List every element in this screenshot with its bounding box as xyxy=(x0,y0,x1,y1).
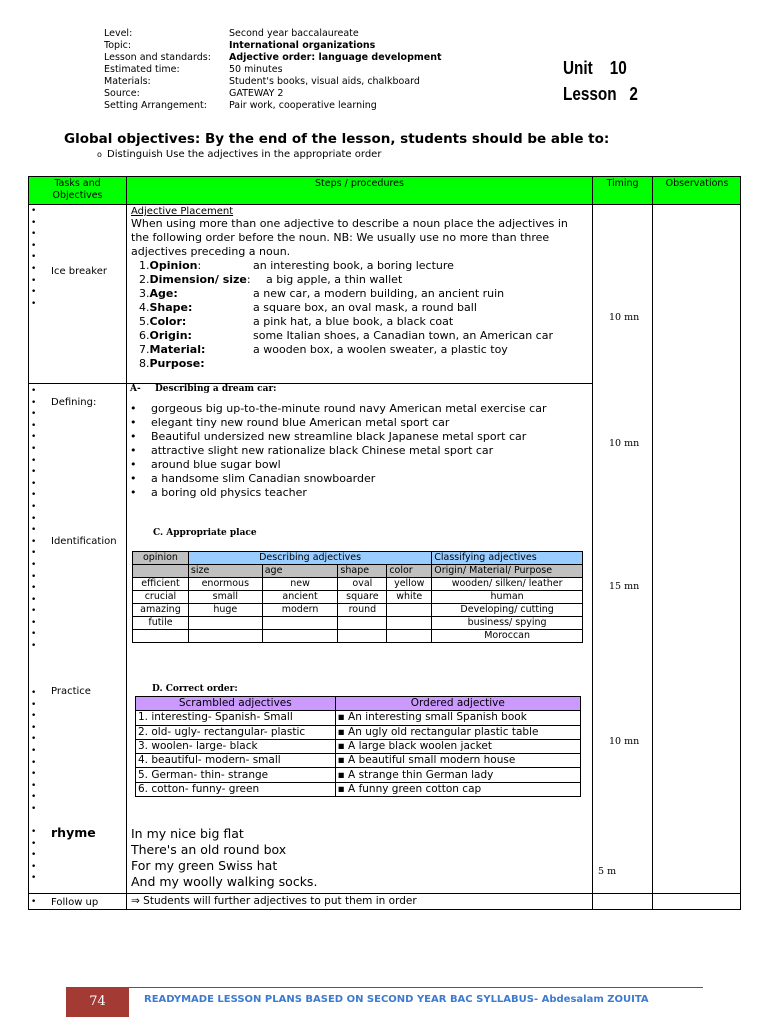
table-cell: Moroccan xyxy=(432,630,583,643)
time-value: 50 minutes xyxy=(229,64,283,75)
topic-value: International organizations xyxy=(229,40,376,51)
table-cell: business/ spying xyxy=(432,617,583,630)
order-item: 1.Opinion: xyxy=(139,259,202,272)
table-cell: enormous xyxy=(188,578,262,591)
order-item: 4.Shape: xyxy=(139,301,193,314)
table-cell: ▪ A beautiful small modern house xyxy=(335,754,580,768)
correct-order-heading: D. Correct order: xyxy=(152,684,238,694)
table-row xyxy=(136,768,581,782)
table-cell: 1. interesting- Spanish- Small xyxy=(136,711,336,725)
bullet-glyph: ▪ xyxy=(337,782,349,795)
correct-order-table xyxy=(135,696,581,797)
order-example: a square box, an oval mask, a round ball xyxy=(253,301,477,314)
timing-rhyme: 5 m xyxy=(598,866,617,877)
timing-defining: 10 mn xyxy=(609,438,640,449)
objectives-title: Global objectives: By the end of the lesson, students should be able to: xyxy=(64,131,610,147)
table-cell: small xyxy=(188,591,262,604)
label-follow-up: Follow up xyxy=(51,897,99,908)
table-cell: square xyxy=(338,591,387,604)
timing-identification: 15 mn xyxy=(609,581,640,592)
timing-practice: 10 mn xyxy=(609,736,640,747)
bullet-glyph: ▪ xyxy=(337,740,349,753)
table-cell xyxy=(188,630,262,643)
order-item: 2.Dimension/ size: xyxy=(139,273,251,286)
table-cell: ▪ A strange thin German lady xyxy=(335,768,580,782)
table-cell: oval xyxy=(338,578,387,591)
placement-line-3: adjectives preceding a noun. xyxy=(131,245,291,258)
table-header: Scrambled adjectives xyxy=(136,697,336,711)
label-identification: Identification xyxy=(51,536,117,547)
label-ice-breaker: Ice breaker xyxy=(51,266,107,277)
table-header: Describing adjectives xyxy=(188,552,431,565)
appropriate-place-heading: C. Appropriate place xyxy=(153,528,257,538)
header-observations: Observations xyxy=(665,178,729,189)
time-label: Estimated time: xyxy=(104,64,180,75)
label-rhyme: rhyme xyxy=(51,825,96,840)
order-example: some Italian shoes, a Canadian town, an American car xyxy=(253,329,553,342)
table-cell xyxy=(338,617,387,630)
order-item: 6.Origin: xyxy=(139,329,192,342)
table-cell: 6. cotton- funny- green xyxy=(136,782,336,796)
arrow-icon: ⇒ xyxy=(131,895,140,907)
table-row xyxy=(133,578,583,591)
dream-car-list xyxy=(130,402,547,500)
table-row xyxy=(136,754,581,768)
table-cell xyxy=(188,617,262,630)
placement-line-1: When using more than one adjective to describe a noun place the adjectives in xyxy=(131,217,568,230)
table-cell: ancient xyxy=(262,591,338,604)
label-practice: Practice xyxy=(51,686,91,697)
table-header: opinion xyxy=(133,552,189,565)
order-example: a big apple, a thin wallet xyxy=(266,273,403,286)
table-cell: wooden/ silken/ leather xyxy=(432,578,583,591)
table-cell: white xyxy=(387,591,432,604)
list-item: • around blue sugar bowl xyxy=(130,458,547,472)
table-header: Ordered adjective xyxy=(335,697,580,711)
table-cell xyxy=(387,617,432,630)
table-cell xyxy=(338,630,387,643)
table-row xyxy=(136,725,581,739)
source-label: Source: xyxy=(104,88,140,99)
list-item: • Beautiful undersized new streamline black Japanese metal sport car xyxy=(130,430,547,444)
lesson-heading: Lesson 2 xyxy=(563,84,638,104)
bullet-glyph: ▪ xyxy=(337,711,349,724)
page-number: 74 xyxy=(66,987,129,1017)
order-item: 7.Material: xyxy=(139,343,206,356)
table-cell: ▪ A funny green cotton cap xyxy=(335,782,580,796)
table-row xyxy=(133,604,583,617)
list-item: • a boring old physics teacher xyxy=(130,486,547,500)
table-cell: ▪ A large black woolen jacket xyxy=(335,739,580,753)
label-defining: Defining: xyxy=(51,397,97,408)
setting-value: Pair work, cooperative learning xyxy=(229,100,377,111)
topic-label: Topic: xyxy=(104,40,132,51)
table-header: shape xyxy=(338,565,387,578)
table-header: age xyxy=(262,565,338,578)
table-cell xyxy=(262,630,338,643)
table-cell: amazing xyxy=(133,604,189,617)
order-example: an interesting book, a boring lecture xyxy=(253,259,454,272)
table-header: Classifying adjectives xyxy=(432,552,583,565)
bullets-ice-breaker: • • • • • • • • • xyxy=(31,206,37,309)
table-row xyxy=(133,617,583,630)
order-example: a pink hat, a blue book, a black coat xyxy=(253,315,454,328)
placement-line-2: the following order before the noun. NB: We usually use no more than three xyxy=(131,231,550,244)
order-item: 5.Color: xyxy=(139,315,187,328)
table-row xyxy=(133,591,583,604)
header-timing: Timing xyxy=(606,178,639,189)
header-tasks: Tasks and Objectives xyxy=(52,178,103,201)
table-cell: 4. beautiful- modern- small xyxy=(136,754,336,768)
table-cell: efficient xyxy=(133,578,189,591)
table-cell: 3. woolen- large- black xyxy=(136,739,336,753)
follow-up-text: ⇒ Students will further adjectives to put them in order xyxy=(131,895,417,907)
table-cell: ▪ An ugly old rectangular plastic table xyxy=(335,725,580,739)
table-cell xyxy=(133,630,189,643)
footer-rule xyxy=(129,987,703,988)
rhyme-line: For my green Swiss hat xyxy=(131,858,278,873)
table-cell xyxy=(387,630,432,643)
footer-text: READYMADE LESSON PLANS BASED ON SECOND YEAR BAC SYLLABUS- Abdesalam ZOUITA xyxy=(144,994,649,1005)
table-row xyxy=(136,782,581,796)
list-item: • a handsome slim Canadian snowboarder xyxy=(130,472,547,486)
order-example: a wooden box, a woolen sweater, a plastic toy xyxy=(253,343,508,356)
table-cell: modern xyxy=(262,604,338,617)
header-steps: Steps / procedures xyxy=(315,178,404,189)
materials-value: Student's books, visual aids, chalkboard xyxy=(229,76,420,87)
table-cell: round xyxy=(338,604,387,617)
table-cell: 5. German- thin- strange xyxy=(136,768,336,782)
table-cell: Developing/ cutting xyxy=(432,604,583,617)
bullet-follow-up: • xyxy=(31,897,37,907)
list-item: • elegant tiny new round blue American metal sport car xyxy=(130,416,547,430)
table-header: size xyxy=(188,565,262,578)
table-cell: crucial xyxy=(133,591,189,604)
table-header: Origin/ Material/ Purpose xyxy=(432,565,583,578)
placement-title: Adjective Placement xyxy=(131,206,234,217)
table-row xyxy=(133,630,583,643)
order-item: 3.Age: xyxy=(139,287,178,300)
level-label: Level: xyxy=(104,28,133,39)
objective-item: o Distinguish Use the adjectives in the appropriate order xyxy=(107,149,381,160)
source-value: GATEWAY 2 xyxy=(229,88,284,99)
table-cell xyxy=(262,617,338,630)
bullets-defining: • • • • • • • • • • • • • • • • • • • • • • • xyxy=(31,386,37,652)
table-row xyxy=(136,739,581,753)
table-cell: yellow xyxy=(387,578,432,591)
standards-label: Lesson and standards: xyxy=(104,52,211,63)
list-item: • attractive slight new rationalize black Chinese metal sport car xyxy=(130,444,547,458)
bullet-glyph: ▪ xyxy=(337,768,349,781)
table-cell: 2. old- ugly- rectangular- plastic xyxy=(136,725,336,739)
table-cell: new xyxy=(262,578,338,591)
rhyme-line: There's an old round box xyxy=(131,842,287,857)
table-cell xyxy=(387,604,432,617)
table-row xyxy=(136,711,581,725)
timing-ice-breaker: 10 mn xyxy=(609,312,640,323)
materials-label: Materials: xyxy=(104,76,151,87)
table-header: color xyxy=(387,565,432,578)
table-cell: ▪ An interesting small Spanish book xyxy=(335,711,580,725)
table-cell: human xyxy=(432,591,583,604)
order-example: a new car, a modern building, an ancient ruin xyxy=(253,287,505,300)
dream-car-heading: Describing a dream car: xyxy=(155,384,277,394)
unit-heading: Unit 10 xyxy=(563,58,627,78)
standards-value: Adjective order: language development xyxy=(229,52,442,63)
order-item: 8.Purpose: xyxy=(139,357,205,370)
dream-car-letter: A- xyxy=(130,384,141,394)
rhyme-line: And my woolly walking socks. xyxy=(131,874,318,889)
bullet-glyph: ▪ xyxy=(337,725,349,738)
bullet-glyph: ▪ xyxy=(337,754,349,767)
bullets-practice: • • • • • • • • • • • xyxy=(31,688,37,814)
rhyme-line: In my nice big flat xyxy=(131,826,244,841)
table-cell: futile xyxy=(133,617,189,630)
table-cell: huge xyxy=(188,604,262,617)
bullets-rhyme: • • • • • xyxy=(31,827,37,884)
list-item: • gorgeous big up-to-the-minute round navy American metal exercise car xyxy=(130,402,547,416)
appropriate-place-table xyxy=(132,551,583,643)
level-value: Second year baccalaureate xyxy=(229,28,359,39)
setting-label: Setting Arrangement: xyxy=(104,100,207,111)
